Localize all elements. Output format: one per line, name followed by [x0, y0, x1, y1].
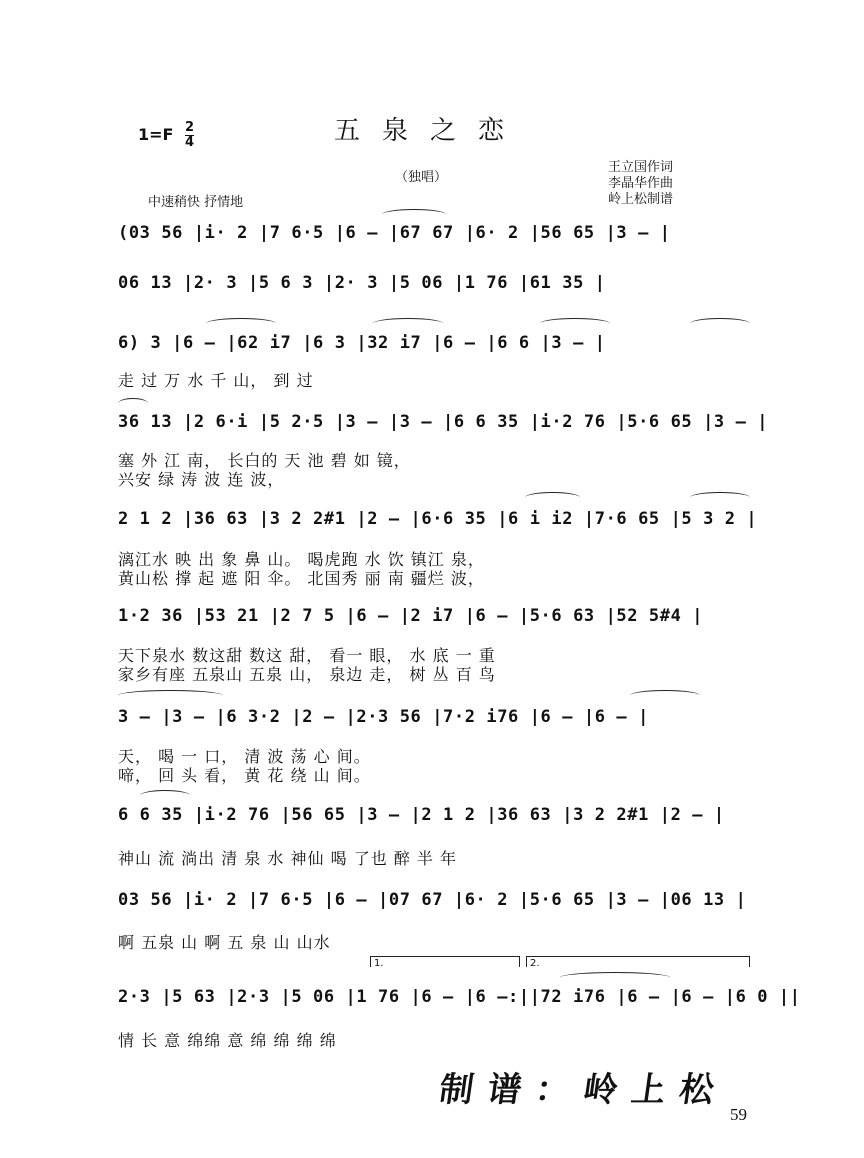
- credit-lyricist: 王立国作词: [608, 160, 674, 175]
- volta-1-label: 1.: [374, 958, 384, 969]
- score-line-7: 3 – |3 – |6 3·2 |2 – |2·3 56 |7·2 i76 |6 – |6 – |: [118, 707, 649, 727]
- lyric-line-8a: 神山 流 淌出 清 泉 水 神仙 喝 了也 醉 半 年: [118, 849, 457, 868]
- slur: [118, 690, 223, 701]
- performance-note: （独唱）: [395, 170, 448, 185]
- lyric-line-6a: 天下泉水 数这甜 数这 甜， 看一 眼， 水 底 一 重: [118, 646, 496, 665]
- score-line-8: 6 6 35 |i·2 76 |56 65 |3 – |2 1 2 |36 63 |3 2 2#1 |2 – |: [118, 805, 725, 825]
- score-line-6: 1·2 36 |53 21 |2 7 5 |6 – |2 i7 |6 – |5·6 63 |52 5#4 |: [118, 606, 704, 626]
- credits-block: [608, 160, 673, 208]
- lyric-line-4a: 塞 外 江 南， 长白的 天 池 碧 如 镜，: [118, 451, 411, 470]
- key-signature-text: 1=F: [138, 125, 174, 144]
- volta-1-bracket: [370, 956, 520, 967]
- score-line-3: 6) 3 |6 – |62 i7 |6 3 |32 i7 |6 – |6 6 |3 – |: [118, 333, 606, 353]
- slur: [525, 492, 580, 503]
- slur: [382, 209, 446, 220]
- score-line-5: 2 1 2 |36 63 |3 2 2#1 |2 – |6·6 35 |6 i i2 |7·6 65 |5 3 2 |: [118, 509, 758, 529]
- score-line-10: 2·3 |5 63 |2·3 |5 06 |1 76 |6 – |6 –:||72 i76 |6 – |6 – |6 0 ||: [118, 987, 801, 1007]
- time-numerator: 2: [185, 120, 195, 135]
- time-denominator: 4: [185, 135, 195, 150]
- lyric-line-5b: 黄山松 撑 起 遮 阳 伞。 北国秀 丽 南 疆烂 波，: [118, 569, 485, 588]
- transcriber-signature: 制谱：岭上松: [436, 1070, 731, 1110]
- lyric-line-3a: 走 过 万 水 千 山， 到 过: [118, 371, 314, 390]
- lyric-line-7a: 天， 喝 一 口， 清 波 荡 心 间。: [118, 747, 371, 766]
- slur: [690, 318, 750, 329]
- page-number: 59: [730, 1105, 747, 1124]
- slur: [560, 972, 670, 983]
- slur: [206, 318, 276, 329]
- time-signature: [185, 122, 194, 149]
- page-title: 五泉之恋: [334, 116, 527, 146]
- slur: [373, 318, 443, 329]
- lyric-line-9a: 啊 五泉 山 啊 五 泉 山 山水: [118, 933, 331, 952]
- slur: [690, 492, 750, 503]
- volta-2-bracket: [526, 956, 750, 967]
- slur: [540, 318, 610, 329]
- lyric-line-10a: 情 长 意 绵绵 意 绵 绵 绵 绵: [118, 1031, 337, 1050]
- lyric-line-5a: 漓江水 映 出 象 鼻 山。 喝虎跑 水 饮 镇江 泉，: [118, 550, 485, 569]
- slur: [140, 790, 190, 801]
- slur: [118, 398, 148, 409]
- credit-transcriber: 岭上松制谱: [608, 192, 674, 207]
- key-signature: [138, 122, 194, 149]
- score-line-2: 06 13 |2· 3 |5 6 3 |2· 3 |5 06 |1 76 |61 35 |: [118, 273, 606, 293]
- score-line-1: (03 56 |i· 2 |7 6·5 |6 – |67 67 |6· 2 |56 65 |3 – |: [118, 223, 671, 243]
- slur: [630, 690, 700, 701]
- score-line-4: 36 13 |2 6·i |5 2·5 |3 – |3 – |6 6 35 |i·2 76 |5·6 65 |3 – |: [118, 412, 769, 432]
- tempo-marking: 中速稍快 抒情地: [148, 195, 244, 210]
- lyric-line-4b: 兴安 绿 涛 波 连 波，: [118, 470, 285, 489]
- score-line-9: 03 56 |i· 2 |7 6·5 |6 – |07 67 |6· 2 |5·6 65 |3 – |06 13 |: [118, 890, 747, 910]
- lyric-line-7b: 啼， 回 头 看， 黄 花 绕 山 间。: [118, 766, 371, 785]
- volta-2-label: 2.: [530, 958, 540, 969]
- credit-composer: 李晶华作曲: [608, 176, 674, 191]
- lyric-line-6b: 家乡有座 五泉山 五泉 山， 泉边 走， 树 丛 百 鸟: [118, 665, 496, 684]
